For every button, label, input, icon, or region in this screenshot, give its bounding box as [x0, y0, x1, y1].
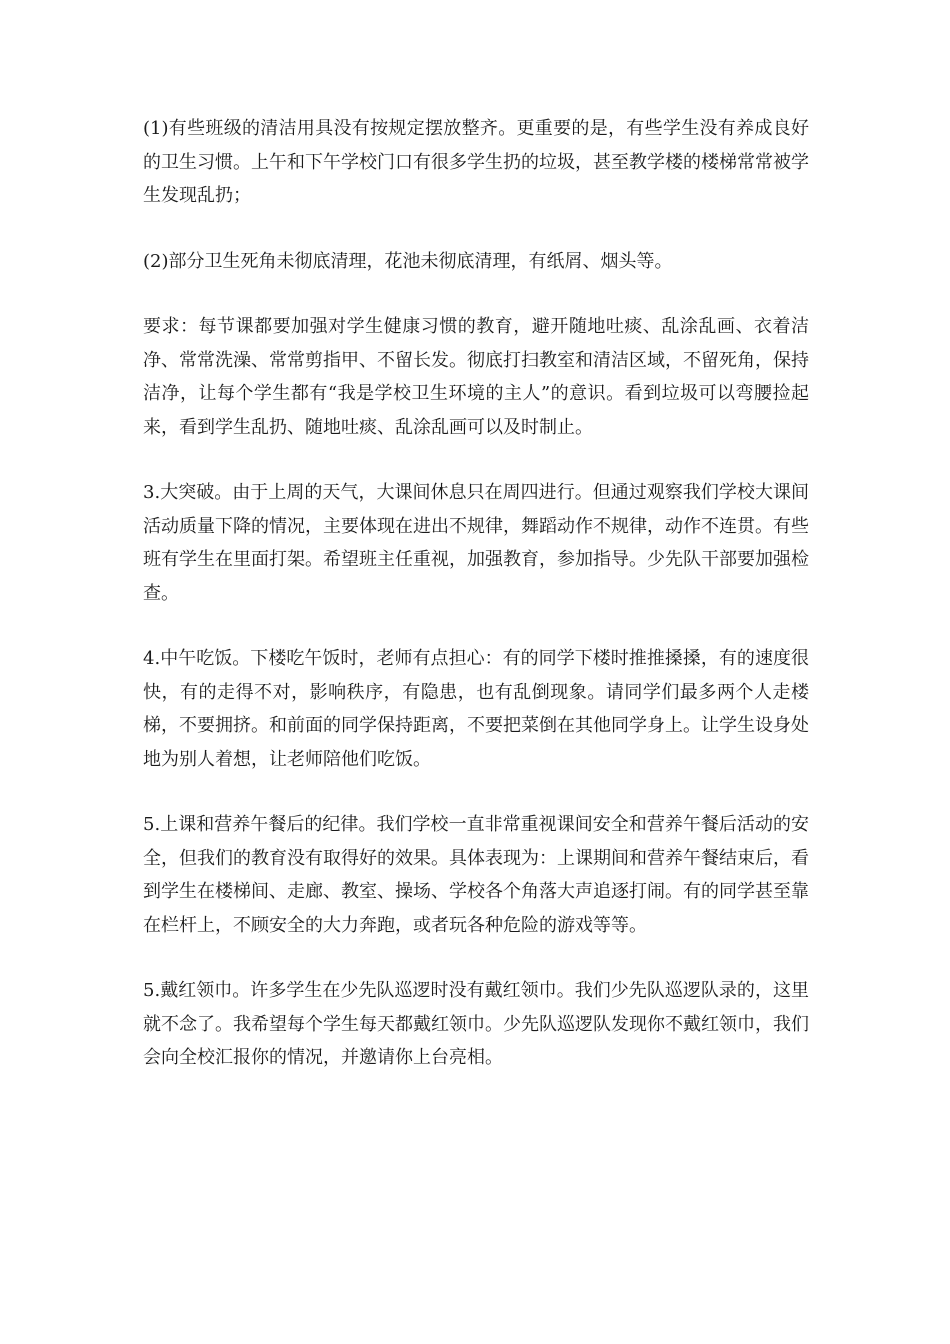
paragraph-lunch: 4.中午吃饭。下楼吃午饭时，老师有点担心：有的同学下楼时推推搡搡，有的速度很快，有的走得不对，影响秩序，有隐患，也有乱倒现象。请同学们最多两个人走楼梯，不要拥挤。和前面的同学保持距离，不要把菜倒在其他同学身上。让学生设身处地为别人着想，让老师陪他们吃饭。 [143, 648, 809, 770]
paragraph-hygiene-problem-1: (1)有些班级的清洁用具没有按规定摆放整齐。更重要的是，有些学生没有养成良好的卫生习惯。上午和下午学校门口有很多学生扔的垃圾，甚至教学楼的楼梯常常被学生发现乱扔； [143, 118, 809, 206]
paragraph-hygiene-problem-2: (2)部分卫生死角未彻底清理，花池未彻底清理，有纸屑、烟头等。 [143, 250, 673, 272]
document-body [143, 112, 809, 1107]
paragraph-red-scarf: 5.戴红领巾。许多学生在少先队巡逻时没有戴红领巾。我们少先队巡逻队录的，这里就不念了。我希望每个学生每天都戴红领巾。少先队巡逻队发现你不戴红领巾，我们会向全校汇报你的情况，并邀请你上台亮相。 [143, 980, 809, 1068]
paragraph-discipline: 5.上课和营养午餐后的纪律。我们学校一直非常重视课间安全和营养午餐后活动的安全，但我们的教育没有取得好的效果。具体表现为：上课期间和营养午餐结束后，看到学生在楼梯间、走廊、教室、操场、学校各个角落大声追逐打闹。有的同学甚至靠在栏杆上，不顾安全的大力奔跑，或者玩各种危险的游戏等等。 [143, 814, 809, 936]
paragraph-big-break: 3.大突破。由于上周的天气，大课间休息只在周四进行。但通过观察我们学校大课间活动质量下降的情况，主要体现在进出不规律，舞蹈动作不规律，动作不连贯。有些班有学生在里面打架。希望班主任重视，加强教育，参加指导。少先队干部要加强检查。 [143, 482, 809, 604]
paragraph-hygiene-requirements: 要求：每节课都要加强对学生健康习惯的教育，避开随地吐痰、乱涂乱画、衣着洁净、常常洗澡、常常剪指甲、不留长发。彻底打扫教室和清洁区域，不留死角，保持洁净，让每个学生都有“我是学校卫生环境的主人”的意识。看到垃圾可以弯腰捡起来，看到学生乱扔、随地吐痰、乱涂乱画可以及时制止。 [143, 316, 809, 438]
